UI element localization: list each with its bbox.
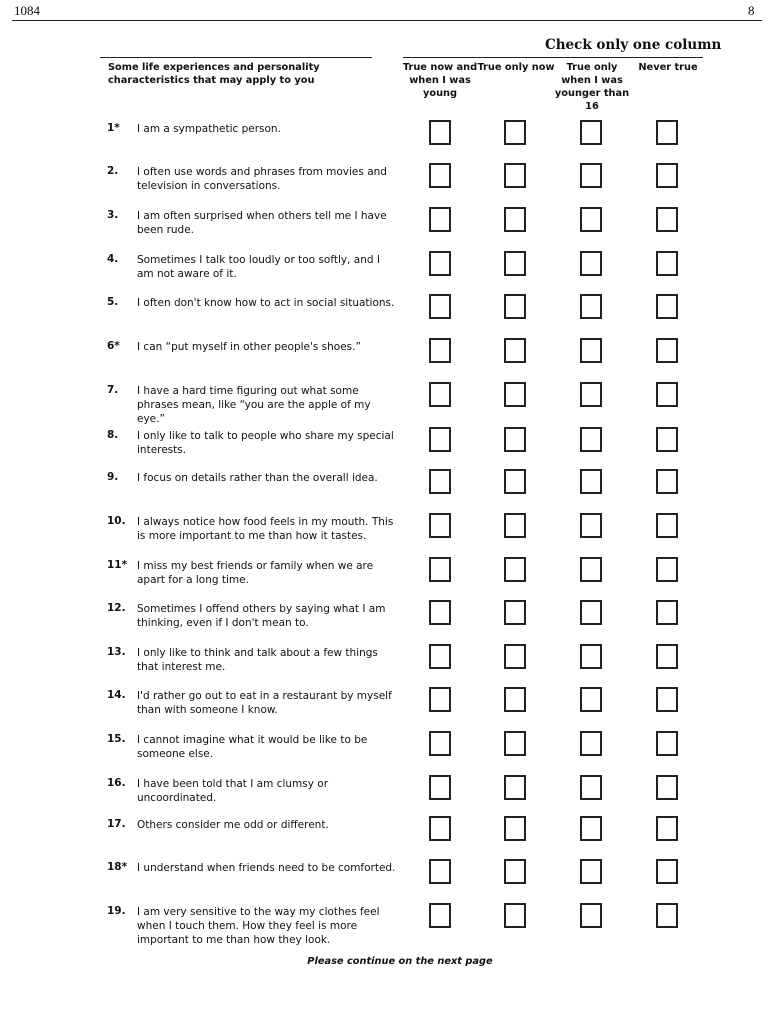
- answer-checkbox[interactable]: [504, 600, 526, 625]
- answer-checkbox[interactable]: [580, 513, 602, 538]
- question-number: 14.: [107, 689, 126, 701]
- answer-checkbox[interactable]: [656, 338, 678, 363]
- question-text: I understand when friends need to be comforted.: [137, 862, 396, 874]
- continue-note: Please continue on the next page: [307, 956, 493, 967]
- answer-checkbox[interactable]: [580, 600, 602, 625]
- question-text: I only like to think and talk about a few things that interest me.: [137, 647, 378, 673]
- answer-checkbox[interactable]: [504, 775, 526, 800]
- answer-checkbox[interactable]: [580, 120, 602, 145]
- answer-checkbox[interactable]: [504, 120, 526, 145]
- question-number: 3.: [107, 209, 119, 221]
- column-header-true-only-now: True only now: [477, 62, 555, 73]
- answer-checkbox[interactable]: [429, 120, 451, 145]
- question-text: I always notice how food feels in my mouth. This is more important to me than how it tastes.: [137, 516, 394, 542]
- answer-checkbox[interactable]: [656, 294, 678, 319]
- answer-checkbox[interactable]: [656, 731, 678, 756]
- question-number: 10.: [107, 515, 126, 527]
- answer-checkbox[interactable]: [504, 731, 526, 756]
- answer-checkbox[interactable]: [429, 251, 451, 276]
- question-number: 15.: [107, 733, 126, 745]
- question-text: Sometimes I talk too loudly or too softly, and I am not aware of it.: [137, 254, 380, 280]
- answer-checkbox[interactable]: [504, 513, 526, 538]
- question-text: I often don't know how to act in social situations.: [137, 297, 395, 309]
- answer-checkbox[interactable]: [429, 338, 451, 363]
- question-text: I miss my best friends or family when we are apart for a long time.: [137, 560, 374, 586]
- answer-checkbox[interactable]: [504, 294, 526, 319]
- answer-checkbox[interactable]: [656, 775, 678, 800]
- page-number-right: 8: [748, 3, 755, 18]
- answer-checkbox[interactable]: [429, 513, 451, 538]
- answer-checkbox[interactable]: [504, 163, 526, 188]
- question-text: I have been told that I am clumsy or uncoordinated.: [137, 778, 329, 804]
- answer-checkbox[interactable]: [429, 557, 451, 582]
- answer-checkbox[interactable]: [656, 557, 678, 582]
- answer-checkbox[interactable]: [580, 207, 602, 232]
- answer-checkbox[interactable]: [504, 427, 526, 452]
- question-text: Sometimes I offend others by saying what I am thinking, even if I don't mean to.: [137, 603, 386, 629]
- question-text: Others consider me odd or different.: [137, 819, 329, 831]
- answer-checkbox[interactable]: [504, 644, 526, 669]
- answer-checkbox[interactable]: [656, 382, 678, 407]
- answer-checkbox[interactable]: [656, 600, 678, 625]
- top-rule: [12, 20, 762, 21]
- answer-checkbox[interactable]: [656, 816, 678, 841]
- answer-checkbox[interactable]: [656, 469, 678, 494]
- question-text: I can “put myself in other people's shoes.”: [137, 341, 361, 353]
- question-number: 7.: [107, 384, 119, 396]
- question-number: 16.: [107, 777, 126, 789]
- answer-checkbox[interactable]: [504, 251, 526, 276]
- question-number: 2.: [107, 165, 119, 177]
- answer-checkbox[interactable]: [580, 557, 602, 582]
- answer-checkbox[interactable]: [504, 816, 526, 841]
- question-text: I am very sensitive to the way my clothes feel when I touch them. How they feel is more important to me than how they look.: [137, 906, 380, 946]
- question-text: I cannot imagine what it would be like to be someone else.: [137, 734, 368, 760]
- answer-checkbox[interactable]: [429, 427, 451, 452]
- question-number: 4.: [107, 253, 119, 265]
- answer-checkbox[interactable]: [429, 859, 451, 884]
- question-text: I'd rather go out to eat in a restaurant by myself than with someone I know.: [137, 690, 392, 716]
- answer-checkbox[interactable]: [504, 903, 526, 928]
- answer-checkbox[interactable]: [580, 163, 602, 188]
- answer-checkbox[interactable]: [656, 513, 678, 538]
- answer-checkbox[interactable]: [429, 731, 451, 756]
- column-header-never-true: Never true: [638, 62, 698, 73]
- answer-checkbox[interactable]: [580, 687, 602, 712]
- question-text: I only like to talk to people who share my special interests.: [137, 430, 394, 456]
- column-header-true-now-and-young: True now and when I was young: [402, 62, 478, 99]
- answer-checkbox[interactable]: [656, 859, 678, 884]
- answer-checkbox[interactable]: [429, 687, 451, 712]
- question-text: I often use words and phrases from movies and television in conversations.: [137, 166, 387, 192]
- answer-checkbox[interactable]: [429, 775, 451, 800]
- question-number: 8.: [107, 429, 119, 441]
- intro-underline: [100, 57, 372, 58]
- answer-checkbox[interactable]: [656, 120, 678, 145]
- answer-checkbox[interactable]: [580, 251, 602, 276]
- answer-checkbox[interactable]: [580, 859, 602, 884]
- column-header-true-only-younger: True only when I was younger than 16: [554, 62, 630, 112]
- answer-checkbox[interactable]: [580, 338, 602, 363]
- answer-checkbox[interactable]: [504, 859, 526, 884]
- question-number: 1*: [107, 122, 120, 134]
- answer-checkbox[interactable]: [429, 382, 451, 407]
- question-number: 5.: [107, 296, 119, 308]
- answer-checkbox[interactable]: [429, 163, 451, 188]
- answer-checkbox[interactable]: [429, 644, 451, 669]
- question-text: I have a hard time figuring out what some phrases mean, like “you are the apple of my eye.”: [137, 385, 371, 425]
- answer-checkbox[interactable]: [504, 207, 526, 232]
- question-number: 13.: [107, 646, 126, 658]
- answer-checkbox[interactable]: [429, 469, 451, 494]
- answer-checkbox[interactable]: [429, 903, 451, 928]
- answer-checkbox[interactable]: [656, 163, 678, 188]
- answer-checkbox[interactable]: [656, 903, 678, 928]
- answer-checkbox[interactable]: [580, 903, 602, 928]
- question-number: 12.: [107, 602, 126, 614]
- question-text: I focus on details rather than the overall idea.: [137, 472, 378, 484]
- answer-checkbox[interactable]: [504, 687, 526, 712]
- answer-checkbox[interactable]: [429, 816, 451, 841]
- question-number: 9.: [107, 471, 119, 483]
- answer-checkbox[interactable]: [504, 338, 526, 363]
- check-column-title: Check only one column: [545, 37, 722, 53]
- answer-checkbox[interactable]: [504, 382, 526, 407]
- answer-checkbox[interactable]: [429, 294, 451, 319]
- question-number: 18*: [107, 861, 128, 873]
- answer-checkbox[interactable]: [656, 207, 678, 232]
- intro-heading: Some life experiences and personality characteristics that may apply to you: [108, 62, 320, 86]
- question-number: 17.: [107, 818, 126, 830]
- answer-checkbox[interactable]: [504, 557, 526, 582]
- answer-checkbox[interactable]: [656, 687, 678, 712]
- question-text: I am often surprised when others tell me I have been rude.: [137, 210, 387, 236]
- answer-checkbox[interactable]: [580, 775, 602, 800]
- question-number: 11*: [107, 559, 128, 571]
- answer-checkbox[interactable]: [656, 427, 678, 452]
- answer-checkbox[interactable]: [504, 469, 526, 494]
- answer-checkbox[interactable]: [429, 207, 451, 232]
- question-number: 19.: [107, 905, 126, 917]
- question-number: 6*: [107, 340, 120, 352]
- answer-checkbox[interactable]: [580, 382, 602, 407]
- answer-checkbox[interactable]: [580, 294, 602, 319]
- answer-checkbox[interactable]: [580, 644, 602, 669]
- page-number-left: 1084: [14, 3, 40, 18]
- answer-checkbox[interactable]: [429, 600, 451, 625]
- columns-underline: [403, 57, 703, 58]
- question-text: I am a sympathetic person.: [137, 123, 281, 135]
- answer-checkbox[interactable]: [656, 251, 678, 276]
- answer-checkbox[interactable]: [580, 731, 602, 756]
- answer-checkbox[interactable]: [656, 644, 678, 669]
- answer-checkbox[interactable]: [580, 469, 602, 494]
- answer-checkbox[interactable]: [580, 427, 602, 452]
- answer-checkbox[interactable]: [580, 816, 602, 841]
